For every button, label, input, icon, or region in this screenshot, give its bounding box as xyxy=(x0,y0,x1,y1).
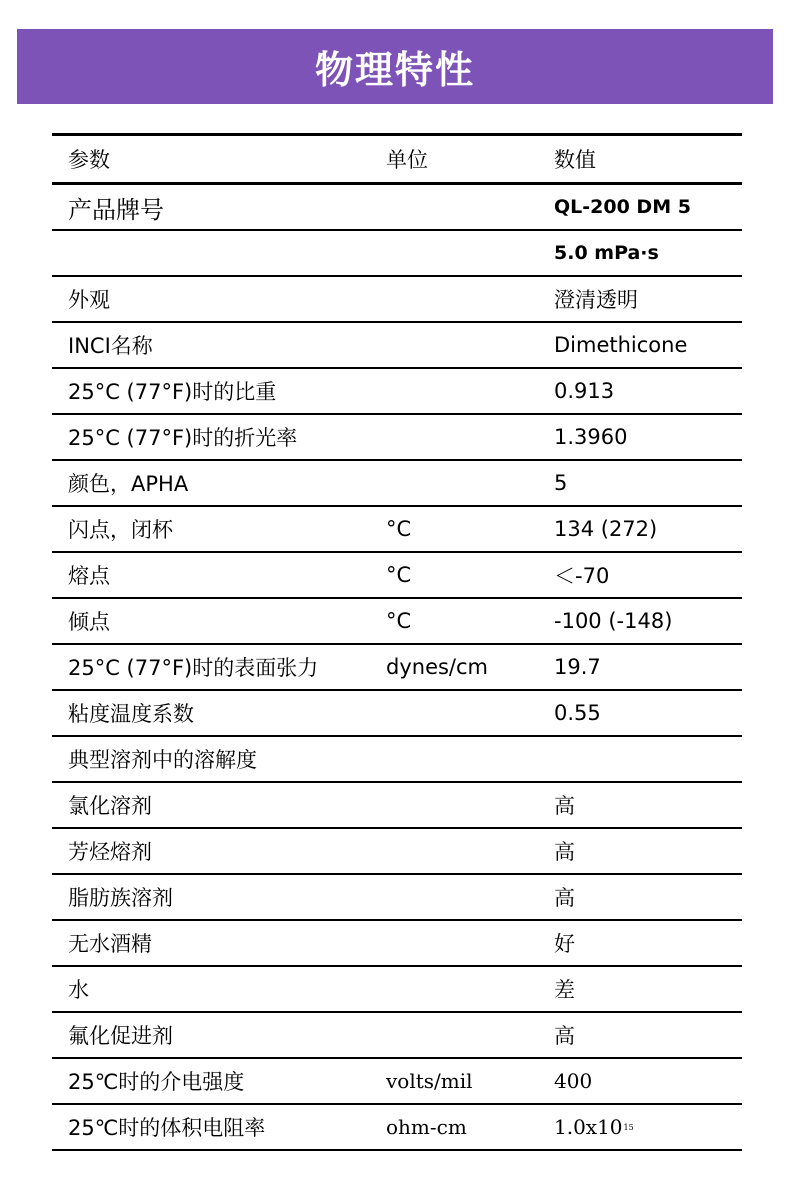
param-cell: 25°C (77°F)时的比重 xyxy=(68,380,277,404)
value-cell: -100 (-148) xyxy=(554,609,673,633)
table-row xyxy=(52,415,742,461)
unit-cell: ohm-cm xyxy=(386,1115,467,1139)
param-cell: INCI名称 xyxy=(68,334,153,358)
value-cell: QL-200 DM 5 xyxy=(554,196,691,218)
param-cell: 外观 xyxy=(68,288,110,312)
table-row xyxy=(52,369,742,415)
value-cell: 高 xyxy=(554,1024,575,1048)
table-row xyxy=(52,553,742,599)
table-row xyxy=(52,461,742,507)
value-cell: Dimethicone xyxy=(554,333,688,357)
value-cell: 134 (272) xyxy=(554,517,658,541)
table-row xyxy=(52,231,742,277)
table-row xyxy=(52,967,742,1013)
table-row xyxy=(52,323,742,369)
param-cell: 芳烃熔剂 xyxy=(68,840,152,864)
value-exponent: 15 xyxy=(623,1122,634,1132)
table-row xyxy=(52,277,742,323)
param-cell: 产品牌号 xyxy=(68,195,164,224)
value-cell: 好 xyxy=(554,932,575,956)
param-cell: 粘度温度系数 xyxy=(68,702,194,726)
param-cell: 25℃时的体积电阻率 xyxy=(68,1116,266,1140)
header-value: 数值 xyxy=(554,148,596,172)
table-row xyxy=(52,737,742,783)
value-cell: ＜-70 xyxy=(554,564,610,588)
header-unit: 单位 xyxy=(386,148,428,172)
value-cell: 高 xyxy=(554,840,575,864)
page-title: 物理特性 xyxy=(314,48,475,92)
table-row xyxy=(52,645,742,691)
properties-table xyxy=(52,133,742,1151)
value-cell: 高 xyxy=(554,794,575,818)
title-banner xyxy=(17,29,773,104)
value-cell: 5 xyxy=(554,471,568,495)
value-cell: 澄清透明 xyxy=(554,288,638,312)
value-cell: 0.55 xyxy=(554,701,601,725)
table-row xyxy=(52,1059,742,1105)
param-cell: 闪点，闭杯 xyxy=(68,518,173,542)
value-cell: 400 xyxy=(554,1069,593,1093)
param-cell: 无水酒精 xyxy=(68,932,152,956)
table-row xyxy=(52,691,742,737)
unit-cell: dynes/cm xyxy=(386,655,489,679)
table-row xyxy=(52,875,742,921)
table-row xyxy=(52,185,742,231)
param-cell: 倾点 xyxy=(68,610,110,634)
param-cell: 典型溶剂中的溶解度 xyxy=(68,748,257,772)
param-cell: 颜色，APHA xyxy=(68,472,189,496)
value-cell: 19.7 xyxy=(554,655,601,679)
header-param: 参数 xyxy=(68,148,110,172)
value-base: 1.0x10 xyxy=(554,1115,623,1139)
param-cell: 25℃时的介电强度 xyxy=(68,1070,245,1094)
table-row xyxy=(52,829,742,875)
param-cell: 25°C (77°F)时的折光率 xyxy=(68,426,298,450)
value-cell: 5.0 mPa·s xyxy=(554,242,659,264)
param-cell: 氟化促进剂 xyxy=(68,1024,173,1048)
table-header xyxy=(52,136,742,185)
param-cell: 氯化溶剂 xyxy=(68,794,152,818)
param-cell: 水 xyxy=(68,978,89,1002)
value-cell: 高 xyxy=(554,886,575,910)
table-row xyxy=(52,599,742,645)
value-cell: 0.913 xyxy=(554,379,615,403)
param-cell: 25°C (77°F)时的表面张力 xyxy=(68,656,319,680)
value-cell xyxy=(554,1105,634,1149)
unit-cell: °C xyxy=(386,517,412,541)
table-row xyxy=(52,783,742,829)
param-cell: 熔点 xyxy=(68,564,110,588)
table-row xyxy=(52,1105,742,1151)
value-cell: 差 xyxy=(554,978,575,1002)
value-cell: 1.3960 xyxy=(554,425,628,449)
unit-cell: °C xyxy=(386,563,412,587)
table-row xyxy=(52,921,742,967)
table-row xyxy=(52,1013,742,1059)
table-row xyxy=(52,507,742,553)
unit-cell: volts/mil xyxy=(386,1069,473,1093)
unit-cell: °C xyxy=(386,609,412,633)
param-cell: 脂肪族溶剂 xyxy=(68,886,173,910)
